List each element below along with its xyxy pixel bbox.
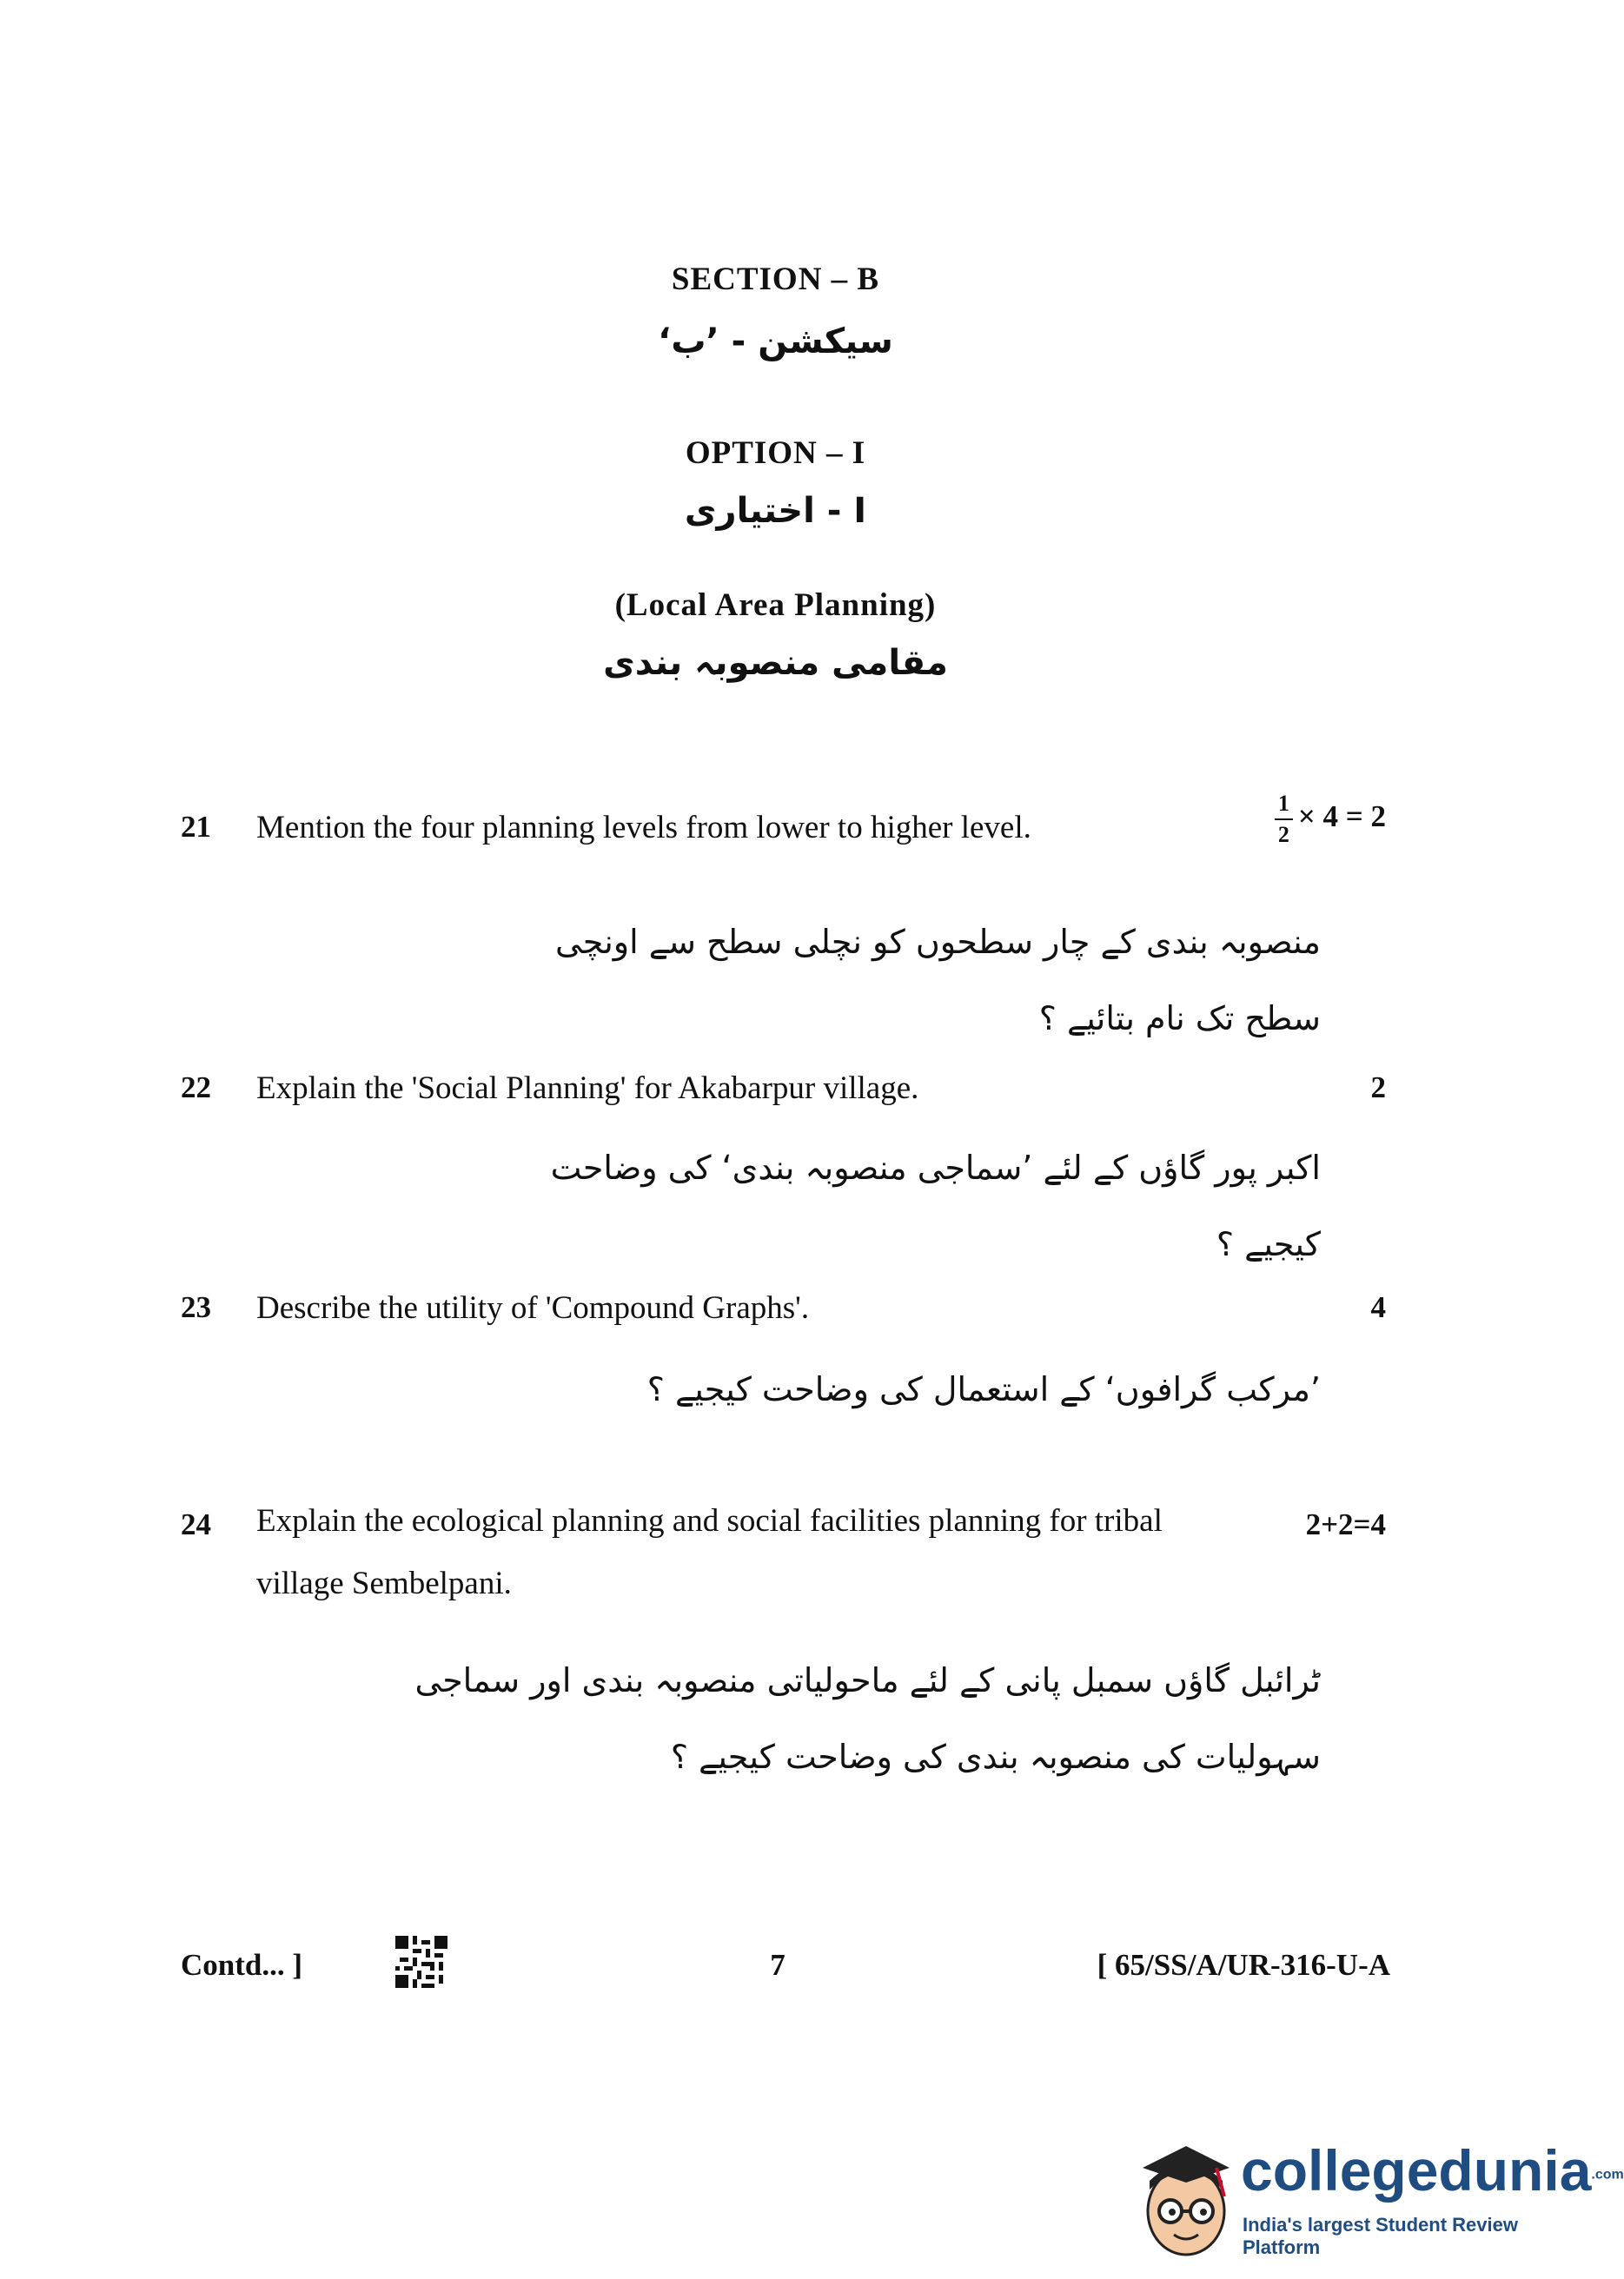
question-marks: 4 bbox=[1370, 1290, 1386, 1324]
topic-title: (Local Area Planning) bbox=[614, 587, 937, 623]
question-number: 24 bbox=[181, 1507, 211, 1541]
paper-code: [ 65/SS/A/UR-316-U-A bbox=[1097, 1948, 1390, 1982]
topic-title-urdu: مقامی منصوبہ بندی bbox=[603, 643, 948, 683]
question-text-urdu: ’مرکب گرافوں‘ کے استعمال کی وضاحت کیجیے ؟ bbox=[646, 1370, 1321, 1408]
brand-tagline: India's largest Student Review Platform bbox=[1243, 2214, 1518, 2258]
section-title: SECTION – B bbox=[671, 262, 880, 297]
question-number: 22 bbox=[181, 1070, 211, 1104]
contd-label: Contd... ] bbox=[181, 1948, 303, 1982]
option-title: OPTION – I bbox=[685, 435, 866, 471]
question-text: Explain the 'Social Planning' for Akabarpur village. bbox=[256, 1070, 919, 1106]
question-number: 21 bbox=[181, 810, 211, 844]
question-text: Explain the ecological planning and social facilities planning for tribal village Sembelpani. bbox=[256, 1503, 1163, 1601]
brand-logo-text: collegedunia.com bbox=[1241, 2138, 1624, 2203]
marks-fraction: $\frac{1}{2}$ bbox=[1275, 789, 1293, 850]
section-title-urdu: سیکشن - ’ب‘ bbox=[658, 321, 893, 361]
qr-code-icon bbox=[395, 1936, 447, 1988]
mascot-logo-icon bbox=[1134, 2129, 1238, 2259]
question-text: Mention the four planning levels from lower to higher level. bbox=[256, 810, 1031, 845]
question-text-urdu: منصوبہ بندی کے چار سطحوں کو نچلی سطح سے اونچی سطح تک نام بتائیے ؟ bbox=[555, 923, 1321, 1037]
question-text-urdu: ٹرائبل گاؤں سمبل پانی کے لئے ماحولیاتی منصوبہ بندی اور سماجی سہولیات کی منصوبہ بندی کی وضاحت کیجیے ؟ bbox=[414, 1661, 1321, 1776]
question-marks: 2+2=4 bbox=[1305, 1507, 1386, 1541]
option-title-urdu: I - اختیاری bbox=[684, 491, 867, 531]
question-text-urdu: اکبر پور گاؤں کے لئے ’سماجی منصوبہ بندی‘ کی وضاحت کیجیے ؟ bbox=[550, 1149, 1321, 1263]
question-marks: $\frac{1}{2}$ × 4 = 2 bbox=[1199, 789, 1386, 850]
question-number: 23 bbox=[181, 1290, 211, 1324]
page-number: 7 bbox=[770, 1948, 785, 1982]
question-marks: 2 bbox=[1370, 1070, 1386, 1104]
question-text: Describe the utility of 'Compound Graphs'. bbox=[256, 1290, 810, 1326]
